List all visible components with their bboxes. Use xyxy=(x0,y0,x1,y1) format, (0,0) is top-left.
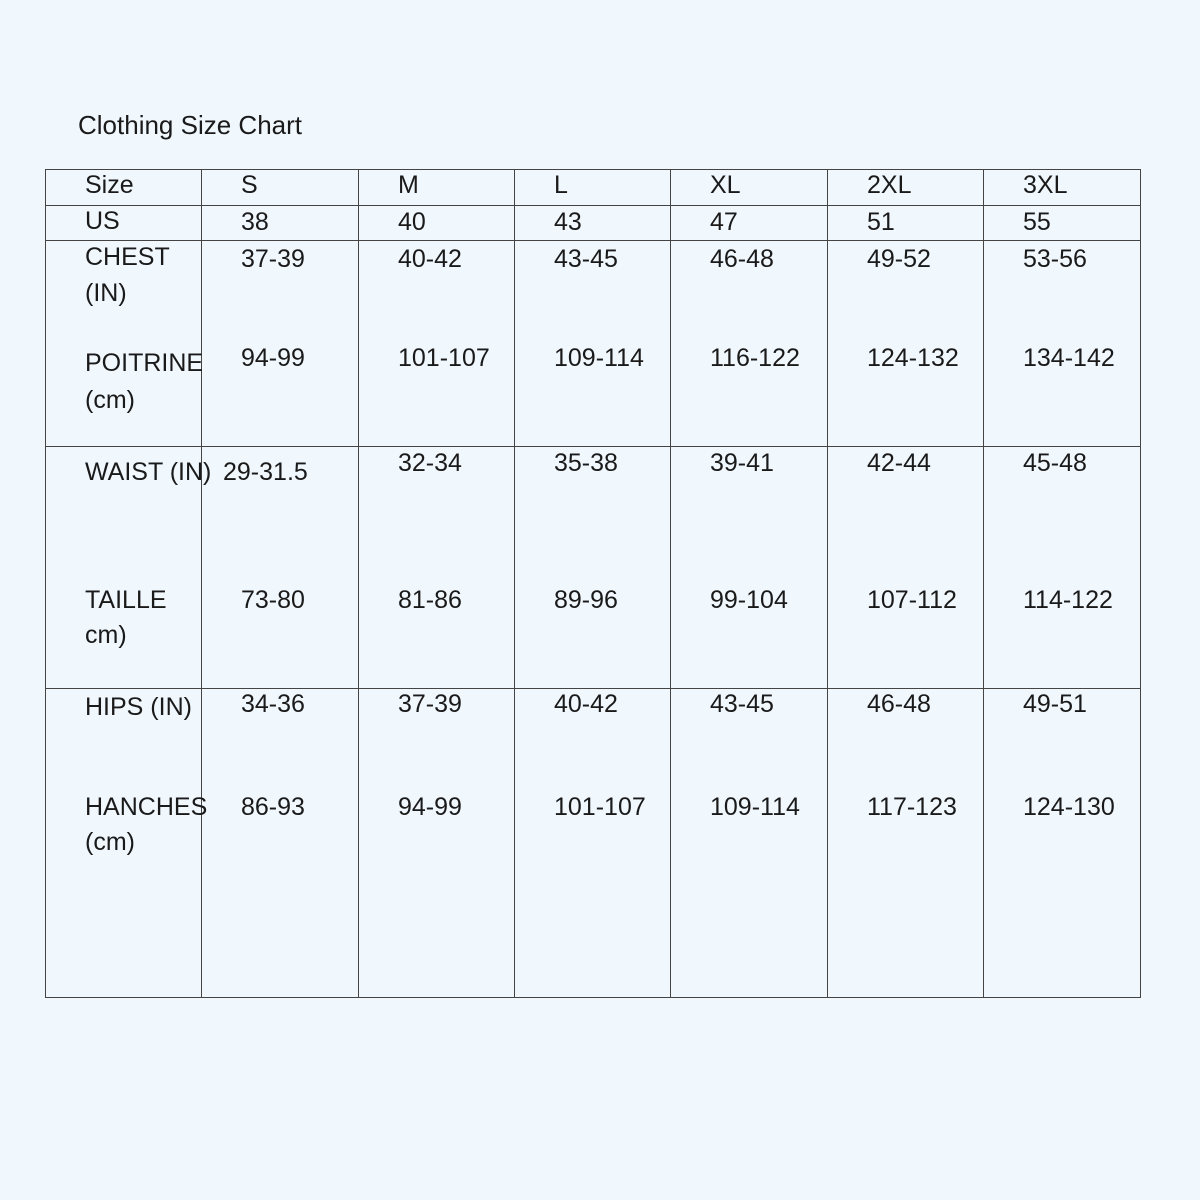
size-header-3xl: 3XL xyxy=(1023,171,1068,199)
chest-in-cell: 37-39 xyxy=(241,245,305,273)
chest-in-cell: 46-48 xyxy=(710,245,774,273)
size-header-xl: XL xyxy=(710,171,741,199)
row-label-waist-cm-unit: cm) xyxy=(85,621,127,649)
waist-in-cell: 35-38 xyxy=(554,449,618,477)
hips-cm-cell: 124-130 xyxy=(1023,793,1115,821)
chest-cm-cell: 94-99 xyxy=(241,344,305,372)
column-divider xyxy=(514,169,515,998)
row-label-hips-cm: HANCHES xyxy=(85,793,208,821)
chest-cm-cell: 101-107 xyxy=(398,344,490,372)
table-border-bottom xyxy=(45,997,1141,998)
row-label-chest-in-unit: (IN) xyxy=(85,279,127,307)
us-size-cell: 43 xyxy=(554,208,582,236)
hips-cm-cell: 101-107 xyxy=(554,793,646,821)
hips-in-cell: 46-48 xyxy=(867,690,931,718)
hips-in-cell: 49-51 xyxy=(1023,690,1087,718)
row-divider xyxy=(45,240,1141,241)
column-divider xyxy=(983,169,984,998)
hips-in-cell: 34-36 xyxy=(241,690,305,718)
row-label-chest-cm: POITRINE xyxy=(85,349,204,377)
column-divider xyxy=(827,169,828,998)
waist-cm-cell: 114-122 xyxy=(1023,586,1113,614)
size-header-l: L xyxy=(554,171,568,199)
waist-in-cell: 29-31.5 xyxy=(223,458,308,486)
waist-cm-cell: 89-96 xyxy=(554,586,618,614)
hips-in-cell: 43-45 xyxy=(710,690,774,718)
size-header-2xl: 2XL xyxy=(867,171,912,199)
row-label-waist-cm: TAILLE xyxy=(85,586,167,614)
waist-cm-cell: 81-86 xyxy=(398,586,462,614)
chest-in-cell: 40-42 xyxy=(398,245,462,273)
us-size-cell: 55 xyxy=(1023,208,1051,236)
hips-cm-cell: 109-114 xyxy=(710,793,800,821)
waist-in-cell: 42-44 xyxy=(867,449,931,477)
waist-cm-cell: 73-80 xyxy=(241,586,305,614)
chest-cm-cell: 134-142 xyxy=(1023,344,1115,372)
chest-in-cell: 43-45 xyxy=(554,245,618,273)
chest-in-cell: 49-52 xyxy=(867,245,931,273)
column-divider xyxy=(201,169,202,998)
chest-cm-cell: 124-132 xyxy=(867,344,959,372)
row-label-waist-in: WAIST (IN) xyxy=(85,458,212,486)
chest-cm-cell: 109-114 xyxy=(554,344,644,372)
column-divider xyxy=(358,169,359,998)
waist-in-cell: 39-41 xyxy=(710,449,774,477)
table-border-top xyxy=(45,169,1141,170)
hips-cm-cell: 94-99 xyxy=(398,793,462,821)
size-header-s: S xyxy=(241,171,258,199)
waist-in-cell: 32-34 xyxy=(398,449,462,477)
row-label-hips-in: HIPS (IN) xyxy=(85,693,192,721)
row-label-chest-in: CHEST xyxy=(85,243,170,271)
chest-cm-cell: 116-122 xyxy=(710,344,800,372)
waist-cm-cell: 107-112 xyxy=(867,586,957,614)
row-divider xyxy=(45,205,1141,206)
us-size-cell: 51 xyxy=(867,208,895,236)
hips-in-cell: 37-39 xyxy=(398,690,462,718)
waist-in-cell: 45-48 xyxy=(1023,449,1087,477)
us-size-cell: 47 xyxy=(710,208,738,236)
table-border-left xyxy=(45,169,46,998)
size-header-m: M xyxy=(398,171,419,199)
page-title: Clothing Size Chart xyxy=(78,110,302,140)
us-size-cell: 38 xyxy=(241,208,269,236)
hips-in-cell: 40-42 xyxy=(554,690,618,718)
column-divider xyxy=(670,169,671,998)
row-label-chest-cm-unit: (cm) xyxy=(85,386,135,414)
table-border-right xyxy=(1140,169,1141,998)
row-label-size: Size xyxy=(85,171,134,199)
hips-cm-cell: 117-123 xyxy=(867,793,957,821)
hips-cm-cell: 86-93 xyxy=(241,793,305,821)
us-size-cell: 40 xyxy=(398,208,426,236)
row-label-us: US xyxy=(85,207,120,235)
chest-in-cell: 53-56 xyxy=(1023,245,1087,273)
row-label-hips-cm-unit: (cm) xyxy=(85,828,135,856)
waist-cm-cell: 99-104 xyxy=(710,586,788,614)
